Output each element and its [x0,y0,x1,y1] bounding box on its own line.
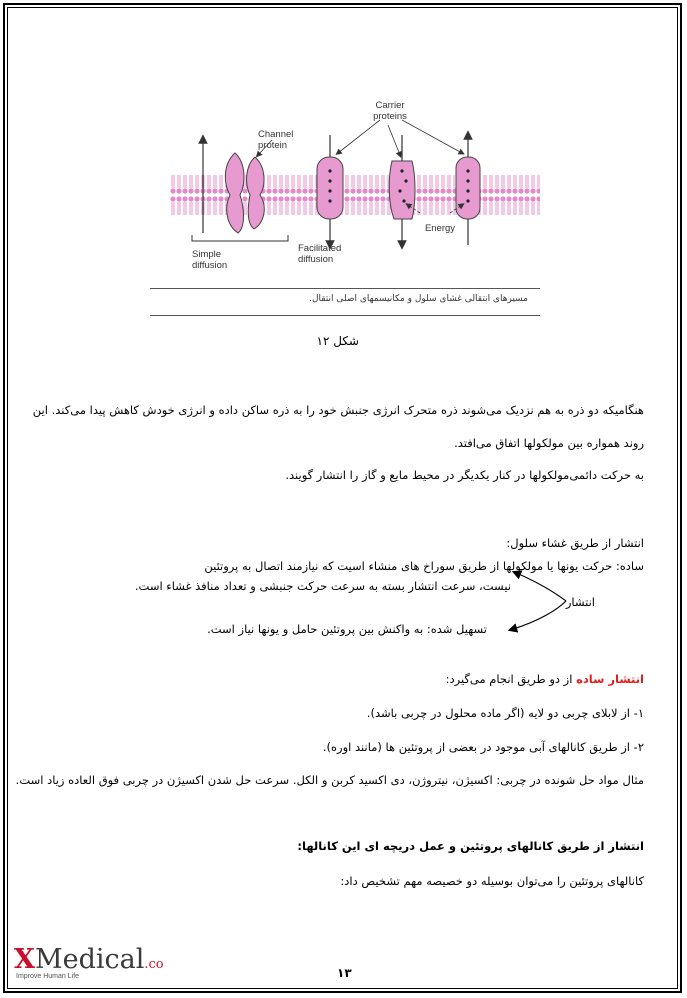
simple-diffusion-title [446,671,644,687]
diffusion-branch-arrows [500,565,572,637]
channel-protein-right [247,157,265,229]
channel-protein-label: Channel protein [258,129,294,151]
paragraph-1-line-2: روند همواره بین مولکولها اتفاق می‌افتد. [454,436,644,450]
carrier-proteins-label: Carrier proteins [373,100,407,122]
figure-source-caption: مسیرهای انتقالی غشای سلول و مکانیسمهای اصلی انتقال. [309,294,528,304]
carrier-protein-3 [456,157,480,219]
channels-heading: انتشار از طریق کانالهای پروتئین و عمل دریچه ای این کانالها: [297,839,644,853]
simple-diffusion-title-rest: از دو طریق انجام می‌گیرد: [445,672,577,686]
paragraph-2: به حرکت دائمی‌مولکولها در کنار یکدیگر در محیط مایع و گاز را انتشار گویند. [285,468,644,482]
energy-label: Energy [424,223,456,234]
paragraph-1-line-1: هنگامیکه دو ذره به هم نزدیک می‌شوند ذره متحرک انرژی جنبش خود را به ذره ساکن داده و انرژی خودش کاهش پیدا می‌کند. این [32,403,644,417]
simple-item-1: ۱- از لابلای چربی دو لایه (اگر ماده محلول در چربی باشد). [366,706,644,720]
simple-example: مثال مواد حل شونده در چربی: اکسیژن، نیتروژن، دی اکسید کربن و الکل. سرعت حل شدن اکسیژن در چربی فوق العاده زیاد است. [15,773,644,787]
simple-diffusion-label: Simple diffusion [192,249,228,271]
facilitated-diffusion-text: تسهیل شده: به واکنش بین پروتئین حامل و یونها نیاز است. [207,622,487,636]
logo-tagline: Improve Human Life [16,973,80,980]
page-number: ۱۳ [337,966,352,980]
facilitated-diffusion-label: Facilitated diffusion [298,243,342,265]
simple-diffusion-line-2: نیست، سرعت انتشار بسته به سرعت حرکت جنبشی و تعداد منافذ غشاء است. [134,579,511,593]
simple-diffusion-title-red: انتشار ساده [576,672,644,686]
diffusion-center-label: انتشار [565,595,595,609]
figure-source-caption-bar [150,288,540,316]
channels-text: کانالهای پروتئین را می‌توان بوسیله دو خصیصه مهم تشخیص داد: [340,874,644,888]
simple-diffusion-line-1: ساده: حرکت یونها یا مولکولها از طریق سوراخ های منشاء اسیت که نیازمند اتصال به پروتئین [204,559,644,573]
carrier-protein-1 [317,157,343,219]
xmedical-logo: XMedical.co Improve Human Life [14,944,164,980]
figure-number: شکل ۱۲ [316,334,359,348]
simple-item-2: ۲- از طریق کانالهای آبی موجود در بعضی از پروتئین ها (مانند اوره). [322,740,644,754]
diffusion-heading: انتشار از طریق غشاء سلول: [506,536,644,550]
simple-diffusion-bracket [192,235,288,241]
